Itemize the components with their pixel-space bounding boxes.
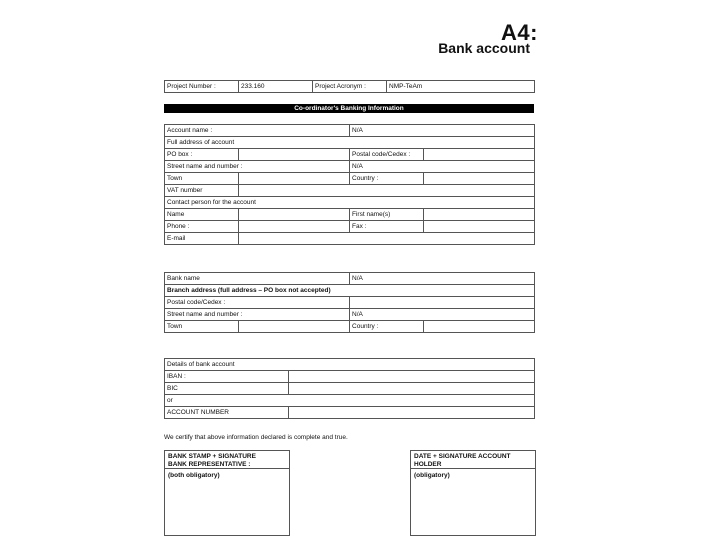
account-name-label: Account name : xyxy=(165,125,350,137)
bank-country-label: Country : xyxy=(350,321,424,333)
bic-field[interactable] xyxy=(289,383,535,395)
street-label: Street name and number : xyxy=(165,161,350,173)
account-number-label: ACCOUNT NUMBER xyxy=(165,407,289,419)
contact-name-label: Name xyxy=(165,209,239,221)
bank-name-field[interactable]: N/A xyxy=(350,273,535,285)
first-name-field[interactable] xyxy=(424,209,535,221)
vat-field[interactable] xyxy=(239,185,535,197)
bank-postal-code-label: Postal code/Cedex : xyxy=(165,297,350,309)
bank-name-label: Bank name xyxy=(165,273,350,285)
project-acronym-label: Project Acronym : xyxy=(313,81,387,93)
account-name-field[interactable]: N/A xyxy=(350,125,535,137)
bank-postal-code-field[interactable] xyxy=(350,297,535,309)
email-label: E-mail xyxy=(165,233,239,245)
postal-code-label: Postal code/Cedex : xyxy=(350,149,424,161)
contact-heading: Contact person for the account xyxy=(165,197,535,209)
phone-label: Phone : xyxy=(165,221,239,233)
coordinator-banking-bar: Co-ordinator's Banking Information xyxy=(164,104,534,113)
branch-address-heading: Branch address (full address – PO box not accepted) xyxy=(165,285,535,297)
bank-table xyxy=(164,272,535,333)
town-label: Town xyxy=(165,173,239,185)
fax-field[interactable] xyxy=(424,221,535,233)
bank-town-field[interactable] xyxy=(239,321,350,333)
bank-stamp-box[interactable] xyxy=(164,450,290,536)
bank-stamp-title-line2: BANK REPRESENTATIVE : xyxy=(168,461,251,468)
details-heading: Details of bank account xyxy=(165,359,535,371)
bank-town-label: Town xyxy=(165,321,239,333)
bank-country-field[interactable] xyxy=(424,321,535,333)
bank-stamp-title-line1: BANK STAMP + SIGNATURE xyxy=(168,453,256,460)
bank-stamp-title xyxy=(165,451,289,469)
project-number-label: Project Number : xyxy=(165,81,239,93)
country-field[interactable] xyxy=(424,173,535,185)
form-title: Bank account xyxy=(438,40,530,56)
project-number-field[interactable]: 233.160 xyxy=(239,81,313,93)
project-acronym-field[interactable]: NMP-TeAm xyxy=(387,81,535,93)
holder-signature-title xyxy=(411,451,535,469)
country-label: Country : xyxy=(350,173,424,185)
po-box-label: PO box : xyxy=(165,149,239,161)
first-name-label: First name(s) xyxy=(350,209,424,221)
po-box-field[interactable] xyxy=(239,149,350,161)
fax-label: Fax : xyxy=(350,221,424,233)
vat-label: VAT number xyxy=(165,185,239,197)
iban-label: IBAN : xyxy=(165,371,289,383)
postal-code-field[interactable] xyxy=(424,149,535,161)
bank-stamp-note: (both obligatory) xyxy=(168,472,220,479)
bic-label: BIC xyxy=(165,383,289,395)
bank-street-label: Street name and number : xyxy=(165,309,350,321)
full-address-heading: Full address of account xyxy=(165,137,535,149)
holder-title-line2: HOLDER xyxy=(414,461,442,468)
form-code: A4: xyxy=(501,20,538,45)
project-table xyxy=(164,80,535,93)
contact-name-field[interactable] xyxy=(239,209,350,221)
account-table xyxy=(164,124,535,245)
or-label: or xyxy=(165,395,535,407)
details-table xyxy=(164,358,535,419)
bank-street-field[interactable]: N/A xyxy=(350,309,535,321)
holder-title-line1: DATE + SIGNATURE ACCOUNT xyxy=(414,453,511,460)
holder-signature-box[interactable] xyxy=(410,450,536,536)
email-field[interactable] xyxy=(239,233,535,245)
iban-field[interactable] xyxy=(289,371,535,383)
phone-field[interactable] xyxy=(239,221,350,233)
street-field[interactable]: N/A xyxy=(350,161,535,173)
account-number-field[interactable] xyxy=(289,407,535,419)
town-field[interactable] xyxy=(239,173,350,185)
certify-statement: We certify that above information declared is complete and true. xyxy=(164,434,348,441)
holder-signature-note: (obligatory) xyxy=(414,472,450,479)
